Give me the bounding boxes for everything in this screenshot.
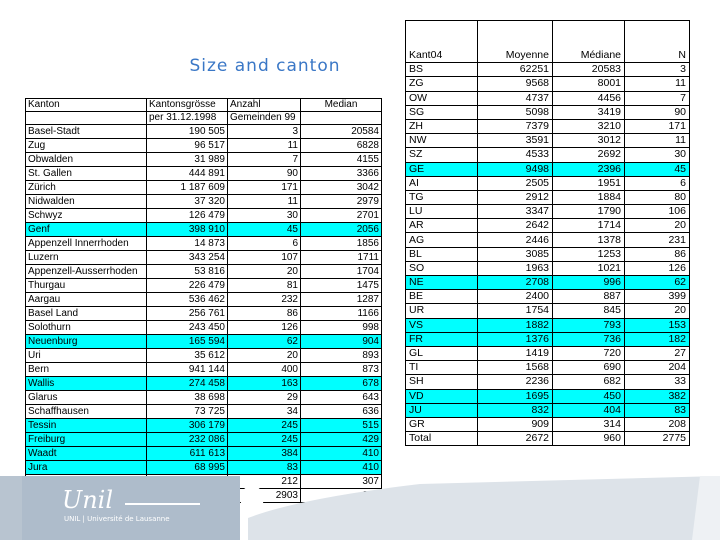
cell-n: 171: [625, 119, 690, 133]
cell-size: 444 891: [147, 167, 228, 181]
cell-kanton: Basel-Stadt: [26, 125, 147, 139]
cell-kant: GL: [406, 346, 478, 360]
footer-light-band: [248, 476, 720, 540]
table-row: [406, 205, 690, 219]
cell-size: 226 479: [147, 279, 228, 293]
cell-moy: 1882: [478, 318, 553, 332]
cell-n: 153: [625, 318, 690, 332]
cell-anzahl: 86: [228, 307, 301, 321]
cell-median: 893: [301, 349, 382, 363]
cell-size: 190 505: [147, 125, 228, 139]
table-row: [406, 63, 690, 77]
cell-median: 998: [301, 321, 382, 335]
cell-n: 382: [625, 389, 690, 403]
cell-median: 1711: [301, 251, 382, 265]
cell-kant: ZG: [406, 77, 478, 91]
cell-median: 1704: [301, 265, 382, 279]
table-row: [26, 265, 382, 279]
cell-n: 90: [625, 105, 690, 119]
cell-med: 3419: [553, 105, 625, 119]
cell-med: 1253: [553, 247, 625, 261]
cell-anzahl: 20: [228, 349, 301, 363]
table-row: [26, 447, 382, 461]
cell-kanton: Nidwalden: [26, 195, 147, 209]
cell-med: 8001: [553, 77, 625, 91]
cell-moy: 1963: [478, 261, 553, 275]
cell-kanton: Luzern: [26, 251, 147, 265]
table-row: [406, 432, 690, 446]
cell-anzahl: 11: [228, 195, 301, 209]
cell-moy: 2642: [478, 219, 553, 233]
cell-kant: BS: [406, 63, 478, 77]
cell-moy: 1376: [478, 332, 553, 346]
cell-kanton: Freiburg: [26, 433, 147, 447]
cell-n: 45: [625, 162, 690, 176]
cell-moy: 2672: [478, 432, 553, 446]
cell-median: 515: [301, 419, 382, 433]
cell-anzahl: 232: [228, 293, 301, 307]
table-row: [406, 233, 690, 247]
cell-size: 306 179: [147, 419, 228, 433]
header-anzahl-line1: Anzahl: [230, 99, 261, 110]
cell-anzahl: 20: [228, 265, 301, 279]
cell-median: 1166: [301, 307, 382, 321]
cell-n: 2775: [625, 432, 690, 446]
cell-n: 182: [625, 332, 690, 346]
table-row: [406, 176, 690, 190]
cell-anzahl: 245: [228, 433, 301, 447]
cell-size: 37 320: [147, 195, 228, 209]
cell-med: 1021: [553, 261, 625, 275]
table-row: [26, 433, 382, 447]
cell-kanton: Glarus: [26, 391, 147, 405]
cell-kanton: Tessin: [26, 419, 147, 433]
table-row: [406, 105, 690, 119]
cell-size: 14 873: [147, 237, 228, 251]
table-row: [406, 219, 690, 233]
table-row: [406, 190, 690, 204]
cell-anzahl: 107: [228, 251, 301, 265]
stats-header-row: [406, 49, 690, 63]
cell-kanton: Appenzell-Ausserrhoden: [26, 265, 147, 279]
cell-n: 399: [625, 290, 690, 304]
footer-circle-icon: [240, 486, 264, 510]
cell-moy: 3347: [478, 205, 553, 219]
cell-kant: JU: [406, 403, 478, 417]
cell-anzahl: 45: [228, 223, 301, 237]
cell-anzahl: 11: [228, 139, 301, 153]
cell-anzahl: 384: [228, 447, 301, 461]
table-row: [26, 251, 382, 265]
cell-kant: GE: [406, 162, 478, 176]
cell-kant: LU: [406, 205, 478, 219]
footer-decoration: [0, 468, 720, 540]
cell-median: 429: [301, 433, 382, 447]
spacer-cell: [553, 21, 625, 50]
cell-median: 20584: [301, 125, 382, 139]
cell-kant: BE: [406, 290, 478, 304]
table-row: [406, 304, 690, 318]
cell-med: 314: [553, 417, 625, 431]
cell-size: 611 613: [147, 447, 228, 461]
cell-median: 1475: [301, 279, 382, 293]
cell-moy: 9498: [478, 162, 553, 176]
cell-anzahl: 83: [228, 461, 301, 475]
cell-moy: 4533: [478, 148, 553, 162]
cell-size: 1 187 609: [147, 181, 228, 195]
cell-n: 11: [625, 77, 690, 91]
cell-n: 204: [625, 361, 690, 375]
spacer-cell: [625, 21, 690, 50]
cell-kanton: Waadt: [26, 447, 147, 461]
cell-kant: FR: [406, 332, 478, 346]
cell-kanton: Genf: [26, 223, 147, 237]
cell-moy: 3591: [478, 134, 553, 148]
cell-anzahl: 62: [228, 335, 301, 349]
cell-n: 6: [625, 176, 690, 190]
cell-anzahl: 3: [228, 125, 301, 139]
cell-kanton: Schwyz: [26, 209, 147, 223]
cell-kant: OW: [406, 91, 478, 105]
table-row: [406, 162, 690, 176]
cell-kanton: Jura: [26, 461, 147, 475]
cell-kanton: Wallis: [26, 377, 147, 391]
cell-median: 678: [301, 377, 382, 391]
table-row: [26, 125, 382, 139]
cell-med: 3012: [553, 134, 625, 148]
header-kanton: Kanton: [26, 99, 147, 112]
cell-kant: SG: [406, 105, 478, 119]
cell-median: 3042: [301, 181, 382, 195]
cell-kant: SO: [406, 261, 478, 275]
table-row: [406, 261, 690, 275]
cell-med: 2396: [553, 162, 625, 176]
table-row: [406, 417, 690, 431]
cell-moy: 1568: [478, 361, 553, 375]
cell-median: 2056: [301, 223, 382, 237]
cell-kanton: Solothurn: [26, 321, 147, 335]
cell-kanton: Zug: [26, 139, 147, 153]
cell-size: 35 612: [147, 349, 228, 363]
cell-kant: SH: [406, 375, 478, 389]
cell-moy: 2446: [478, 233, 553, 247]
cell-n: 20: [625, 219, 690, 233]
cell-anzahl: 163: [228, 377, 301, 391]
cell-kanton: Uri: [26, 349, 147, 363]
cell-anzahl: 7: [228, 153, 301, 167]
cell-anzahl: 6: [228, 237, 301, 251]
cell-kant: NW: [406, 134, 478, 148]
cell-n: 33: [625, 375, 690, 389]
cell-kanton: Bern: [26, 363, 147, 377]
table-row: [406, 290, 690, 304]
cell-n: 126: [625, 261, 690, 275]
cell-size: 73 725: [147, 405, 228, 419]
cell-kanton: Basel Land: [26, 307, 147, 321]
cell-size: 232 086: [147, 433, 228, 447]
canton-size-table-body: [26, 99, 382, 503]
cell-med: 960: [553, 432, 625, 446]
table-row: [26, 167, 382, 181]
cell-anzahl: 171: [228, 181, 301, 195]
cell-n: 208: [625, 417, 690, 431]
cell-kant: VS: [406, 318, 478, 332]
cell-med: 682: [553, 375, 625, 389]
cell-moy: 2505: [478, 176, 553, 190]
cell-n: 83: [625, 403, 690, 417]
cell-moy: 5098: [478, 105, 553, 119]
cell-moy: 2236: [478, 375, 553, 389]
cell-anzahl: 29: [228, 391, 301, 405]
cell-med: 1714: [553, 219, 625, 233]
table-row: [26, 223, 382, 237]
cell-kant: TI: [406, 361, 478, 375]
cell-moy: 1754: [478, 304, 553, 318]
cell-anzahl: 212: [228, 475, 301, 489]
table-row: [406, 375, 690, 389]
table-row: [406, 389, 690, 403]
table-row: [26, 321, 382, 335]
header-size: [147, 99, 228, 112]
cell-kanton: Obwalden: [26, 153, 147, 167]
cell-size: 536 462: [147, 293, 228, 307]
cell-anzahl: 34: [228, 405, 301, 419]
table-row: [406, 361, 690, 375]
cell-size: 31 989: [147, 153, 228, 167]
cell-n: 11: [625, 134, 690, 148]
cell-kant: ZH: [406, 119, 478, 133]
cell-kant: AG: [406, 233, 478, 247]
cell-median: 904: [301, 335, 382, 349]
cell-kant: Total: [406, 432, 478, 446]
cell-anzahl: 90: [228, 167, 301, 181]
cell-kant: UR: [406, 304, 478, 318]
table-row: [26, 139, 382, 153]
cell-median: 2701: [301, 209, 382, 223]
cell-moy: 2708: [478, 276, 553, 290]
table-row: [406, 276, 690, 290]
cell-kanton: Neuenburg: [26, 335, 147, 349]
cell-moy: 4737: [478, 91, 553, 105]
table-row: [406, 332, 690, 346]
table-header-row-2: [26, 112, 382, 125]
cell-moy: 3085: [478, 247, 553, 261]
cell-kanton: St. Gallen: [26, 167, 147, 181]
cell-moy: 62251: [478, 63, 553, 77]
cell-anzahl: 126: [228, 321, 301, 335]
logo-caption: UNIL | Université de Lausanne: [64, 515, 170, 523]
cell-anzahl: 2903: [228, 489, 301, 503]
cell-med: 736: [553, 332, 625, 346]
cell-med: 404: [553, 403, 625, 417]
table-row: [26, 181, 382, 195]
cell-med: 450: [553, 389, 625, 403]
cell-med: 1378: [553, 233, 625, 247]
cell-med: 845: [553, 304, 625, 318]
cell-moy: 832: [478, 403, 553, 417]
cell-median: 636: [301, 405, 382, 419]
cell-n: 30: [625, 148, 690, 162]
header-anzahl: [228, 99, 301, 112]
cell-n: 86: [625, 247, 690, 261]
slide-title: Size and canton: [189, 56, 341, 76]
spacer-cell: [478, 21, 553, 50]
logo-wordmark: Unil: [62, 486, 114, 514]
table-row: [406, 134, 690, 148]
cell-anzahl: 81: [228, 279, 301, 293]
spacer-cell: [406, 21, 478, 50]
header-median-2: [301, 112, 382, 125]
cell-size: 165 594: [147, 335, 228, 349]
cell-median: 3366: [301, 167, 382, 181]
cell-median: 1287: [301, 293, 382, 307]
cell-median: 2979: [301, 195, 382, 209]
table-row: [26, 335, 382, 349]
table-row: [26, 237, 382, 251]
cell-kanton: Thurgau: [26, 279, 147, 293]
cell-med: 3210: [553, 119, 625, 133]
header-median-line1: Median: [324, 99, 358, 110]
cell-moy: 2912: [478, 190, 553, 204]
cell-median: 1856: [301, 237, 382, 251]
table-row: [26, 293, 382, 307]
cell-kant: TG: [406, 190, 478, 204]
cell-med: 996: [553, 276, 625, 290]
table-row: [406, 77, 690, 91]
table-row: [26, 419, 382, 433]
table-row: [406, 403, 690, 417]
table-top-spacer-row: [406, 21, 690, 50]
cell-median: 643: [301, 391, 382, 405]
header-kant04: Kant04: [406, 49, 478, 63]
cell-anzahl: 245: [228, 419, 301, 433]
cell-moy: 1695: [478, 389, 553, 403]
cell-median: 4155: [301, 153, 382, 167]
canton-size-table: [25, 98, 382, 503]
cell-size: 243 450: [147, 321, 228, 335]
cell-med: 887: [553, 290, 625, 304]
cell-size: 274 458: [147, 377, 228, 391]
cell-n: 80: [625, 190, 690, 204]
table-row: [26, 209, 382, 223]
cell-anzahl: 400: [228, 363, 301, 377]
cell-n: 62: [625, 276, 690, 290]
table-row: [406, 247, 690, 261]
table-row: [406, 346, 690, 360]
cell-med: 720: [553, 346, 625, 360]
header-mediane: Médiane: [553, 49, 625, 63]
cell-med: 1790: [553, 205, 625, 219]
header-median: [301, 99, 382, 112]
cell-n: 3: [625, 63, 690, 77]
canton-stats-table: [405, 20, 690, 446]
header-size-line1: Kantonsgrösse: [149, 99, 216, 110]
cell-median: 6828: [301, 139, 382, 153]
cell-kanton: Zürich: [26, 181, 147, 195]
cell-size: 256 761: [147, 307, 228, 321]
cell-kant: VD: [406, 389, 478, 403]
cell-kanton: Appenzell Innerrhoden: [26, 237, 147, 251]
table-row: [26, 363, 382, 377]
cell-size: 941 144: [147, 363, 228, 377]
cell-size: 53 816: [147, 265, 228, 279]
cell-med: 690: [553, 361, 625, 375]
header-anzahl-2: Gemeinden 99: [228, 112, 301, 125]
cell-size: 343 254: [147, 251, 228, 265]
cell-kanton: Schaffhausen: [26, 405, 147, 419]
cell-anzahl: 30: [228, 209, 301, 223]
cell-median: 410: [301, 447, 382, 461]
cell-med: 4456: [553, 91, 625, 105]
table-row: [26, 195, 382, 209]
header-size-2: per 31.12.1998: [147, 112, 228, 125]
table-row: [26, 307, 382, 321]
table-row: [406, 119, 690, 133]
cell-med: 793: [553, 318, 625, 332]
cell-n: 7: [625, 91, 690, 105]
table-row: [406, 91, 690, 105]
cell-moy: 909: [478, 417, 553, 431]
cell-kant: BL: [406, 247, 478, 261]
cell-size: 68 995: [147, 461, 228, 475]
table-header-row: [26, 99, 382, 112]
cell-size: 398 910: [147, 223, 228, 237]
cell-kant: GR: [406, 417, 478, 431]
cell-moy: 9568: [478, 77, 553, 91]
cell-kant: AR: [406, 219, 478, 233]
table-row: [406, 318, 690, 332]
table-row: [26, 349, 382, 363]
cell-kant: SZ: [406, 148, 478, 162]
cell-moy: 2400: [478, 290, 553, 304]
cell-med: 2692: [553, 148, 625, 162]
table-row: [26, 153, 382, 167]
cell-size: 38 698: [147, 391, 228, 405]
cell-median: 873: [301, 363, 382, 377]
cell-size: 96 517: [147, 139, 228, 153]
table-row: [26, 377, 382, 391]
table-row: [26, 391, 382, 405]
cell-n: 20: [625, 304, 690, 318]
table-row: [26, 279, 382, 293]
table-row: [406, 148, 690, 162]
cell-med: 20583: [553, 63, 625, 77]
cell-med: 1884: [553, 190, 625, 204]
cell-size: 126 479: [147, 209, 228, 223]
cell-moy: 1419: [478, 346, 553, 360]
cell-median: 410: [301, 461, 382, 475]
cell-kant: NE: [406, 276, 478, 290]
footer-logo-panel: [22, 476, 240, 540]
header-moyenne: Moyenne: [478, 49, 553, 63]
cell-kant: AI: [406, 176, 478, 190]
table-row: [26, 405, 382, 419]
cell-n: 27: [625, 346, 690, 360]
cell-n: 106: [625, 205, 690, 219]
cell-med: 1951: [553, 176, 625, 190]
cell-median: 307: [301, 475, 382, 489]
header-kanton-2: [26, 112, 147, 125]
cell-kanton: Aargau: [26, 293, 147, 307]
cell-n: 231: [625, 233, 690, 247]
cell-moy: 7379: [478, 119, 553, 133]
canton-stats-table-body: [406, 21, 690, 446]
header-n: N: [625, 49, 690, 63]
